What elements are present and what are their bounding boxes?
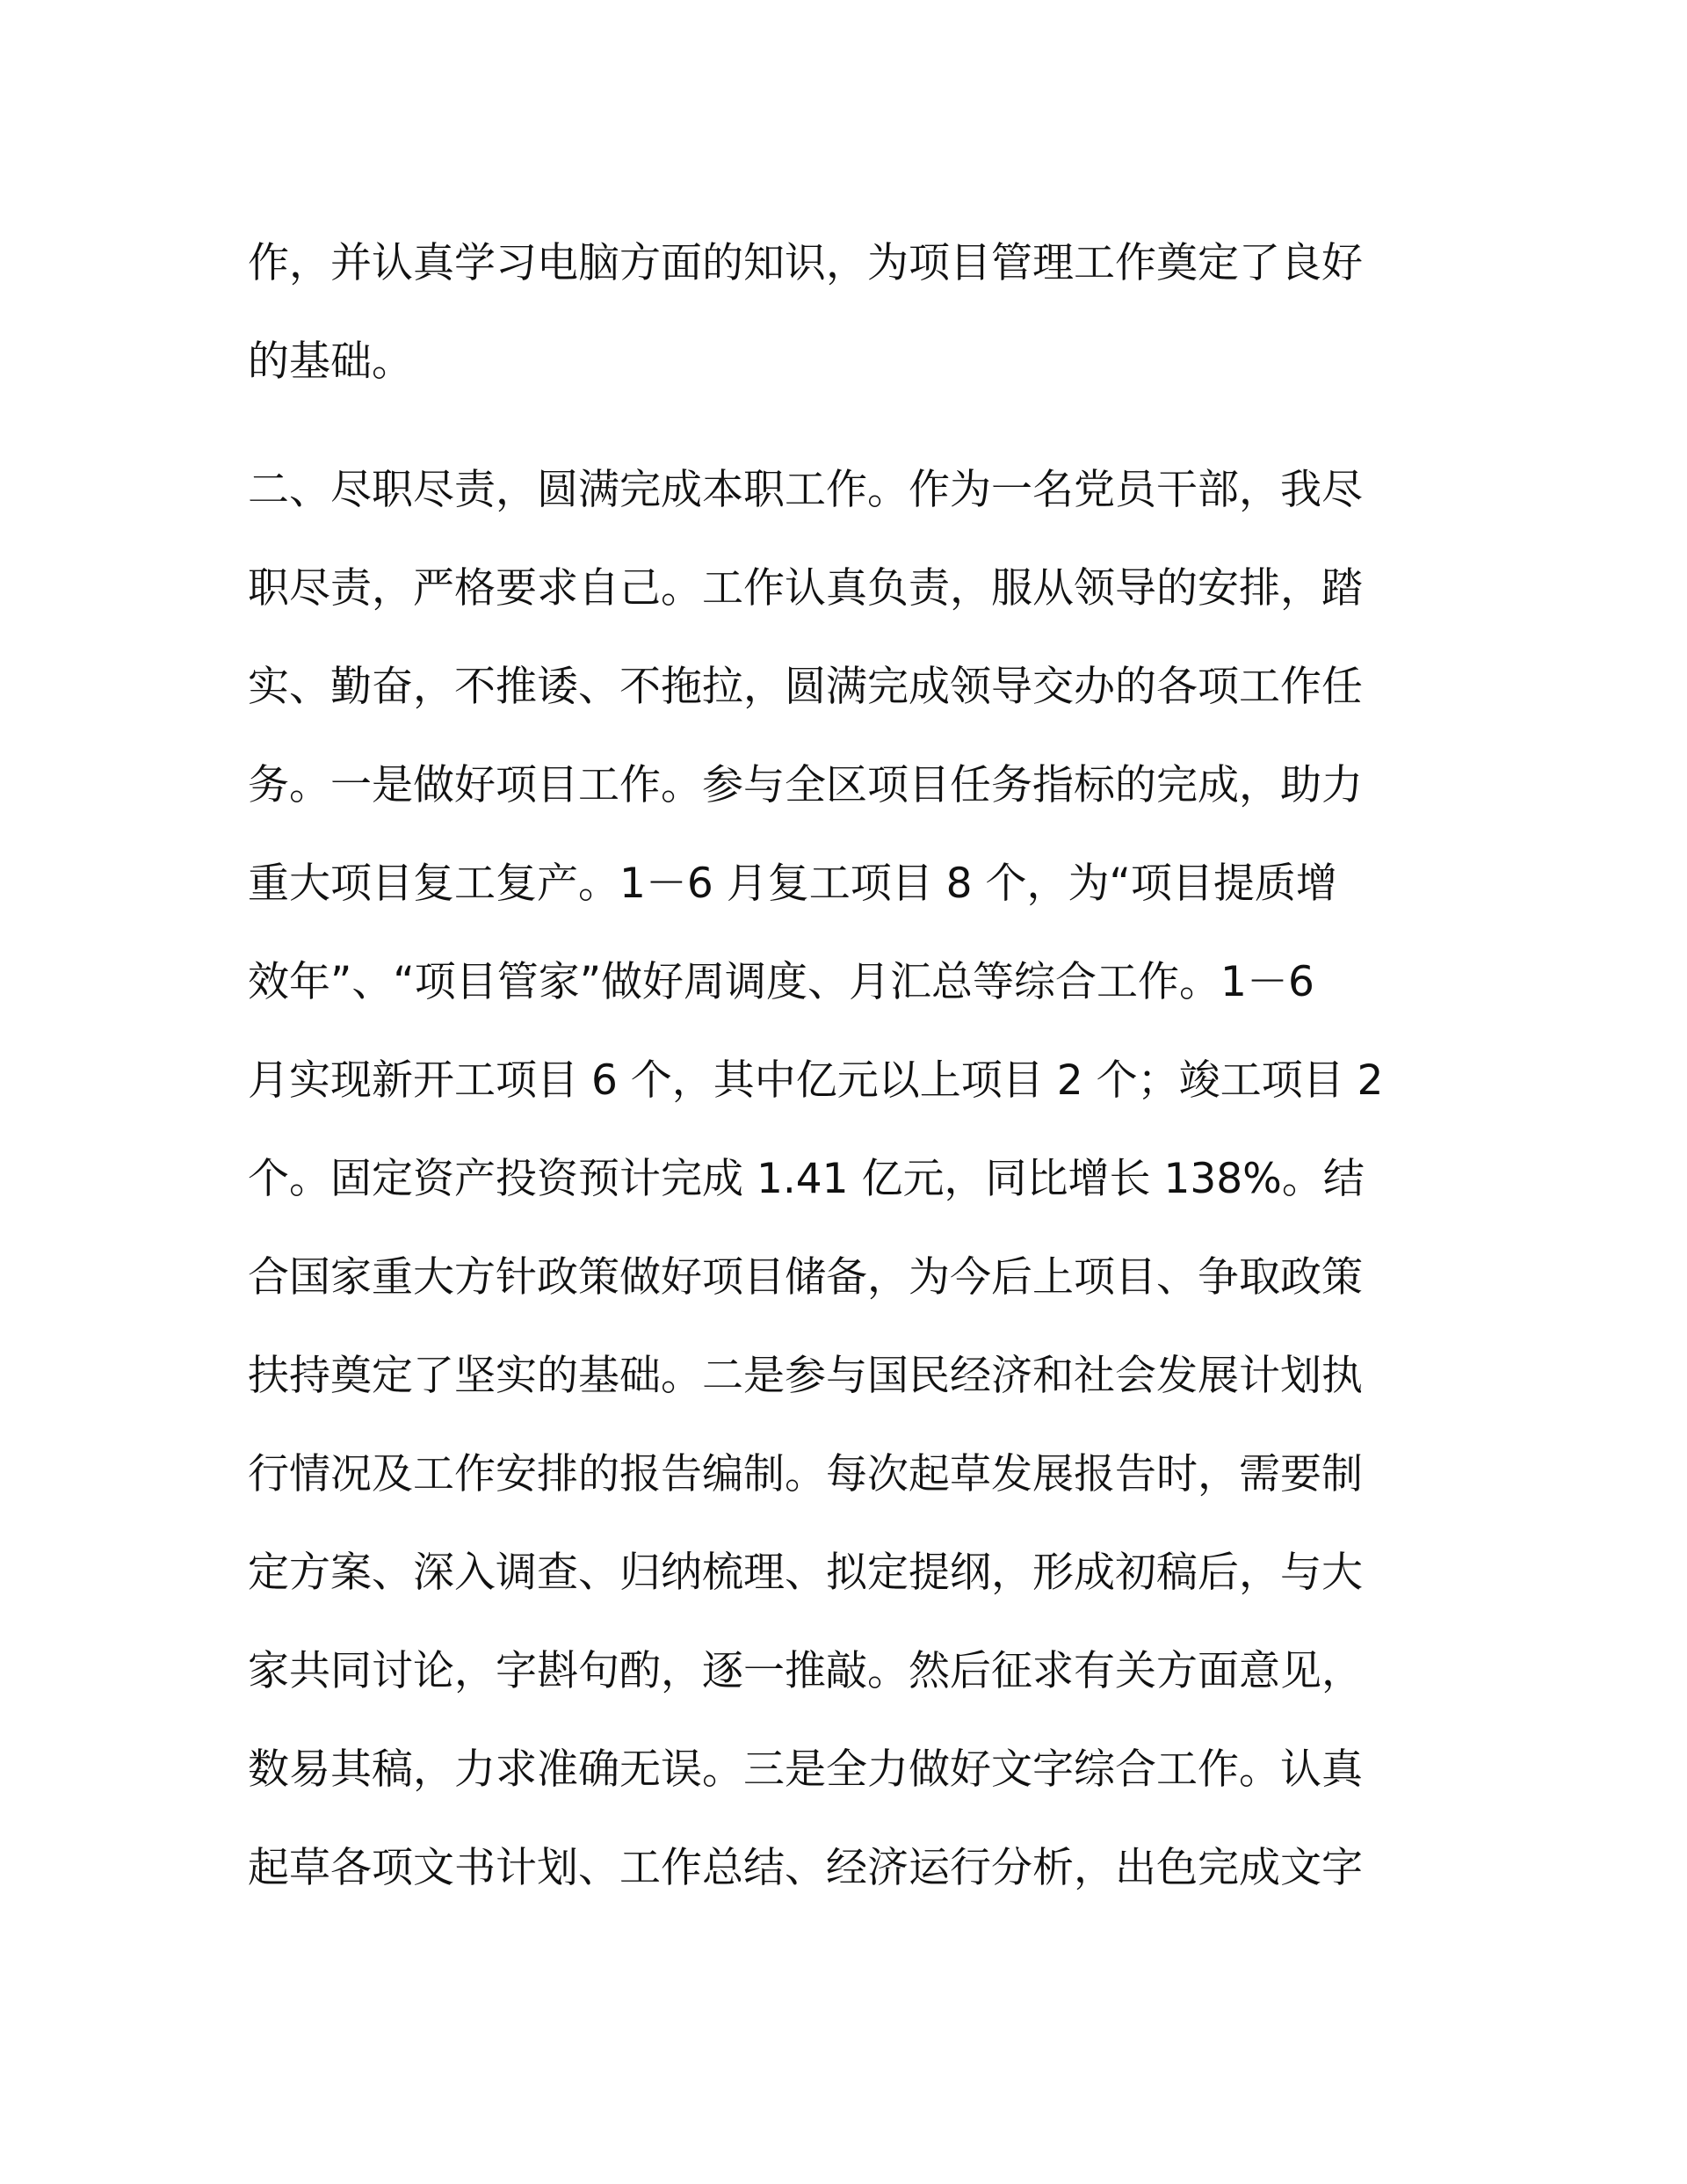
- text-line: 作，并认真学习电脑方面的知识，为项目管理工作奠定了良好: [248, 239, 1363, 287]
- text-line: 行情况及工作安排的报告编制。每次起草发展报告时，需要制: [248, 1450, 1363, 1498]
- paragraph-continued: [248, 214, 1439, 411]
- text-line: 合国家重大方针政策做好项目储备，为今后上项目、争取政策: [248, 1253, 1363, 1302]
- text-line: 务。一是做好项目工作。参与全区项目任务指标的完成，助力: [248, 761, 1363, 809]
- text-line: 数易其稿，力求准确无误。三是全力做好文字综合工作。认真: [248, 1745, 1363, 1794]
- text-line: 家共同讨论，字斟句酌，逐一推敲。然后征求有关方面意见，: [248, 1647, 1363, 1695]
- section-heading-line: 二、尽职尽责，圆满完成本职工作。作为一名党员干部，我尽: [248, 466, 1363, 514]
- text-line: 的基础。: [248, 337, 413, 386]
- text-line: 效年”、“项目管家”做好周调度、月汇总等综合工作。1－6: [248, 958, 1314, 1006]
- paragraph-section-two: [248, 441, 1439, 1918]
- text-line: 个。固定资产投资预计完成 1.41 亿元，同比增长 138%。结: [248, 1155, 1365, 1203]
- text-line: 重大项目复工复产。1－6 月复工项目 8 个，为“项目提质增: [248, 860, 1337, 908]
- text-line: 扶持奠定了坚实的基础。二是参与国民经济和社会发展计划执: [248, 1352, 1363, 1400]
- text-line: 月实现新开工项目 6 个，其中亿元以上项目 2 个；竣工项目 2: [248, 1056, 1384, 1105]
- text-line: 职尽责，严格要求自己。工作认真负责，服从领导的安排，踏: [248, 564, 1363, 613]
- text-line: 定方案、深入调查、归纳梳理、拟定提纲，形成初稿后，与大: [248, 1549, 1363, 1597]
- text-line: 实、勤奋，不推诿、不拖拉，圆满完成领导交办的各项工作任: [248, 663, 1363, 711]
- text-line: 起草各项文书计划、工作总结、经济运行分析，出色完成文字: [248, 1844, 1363, 1892]
